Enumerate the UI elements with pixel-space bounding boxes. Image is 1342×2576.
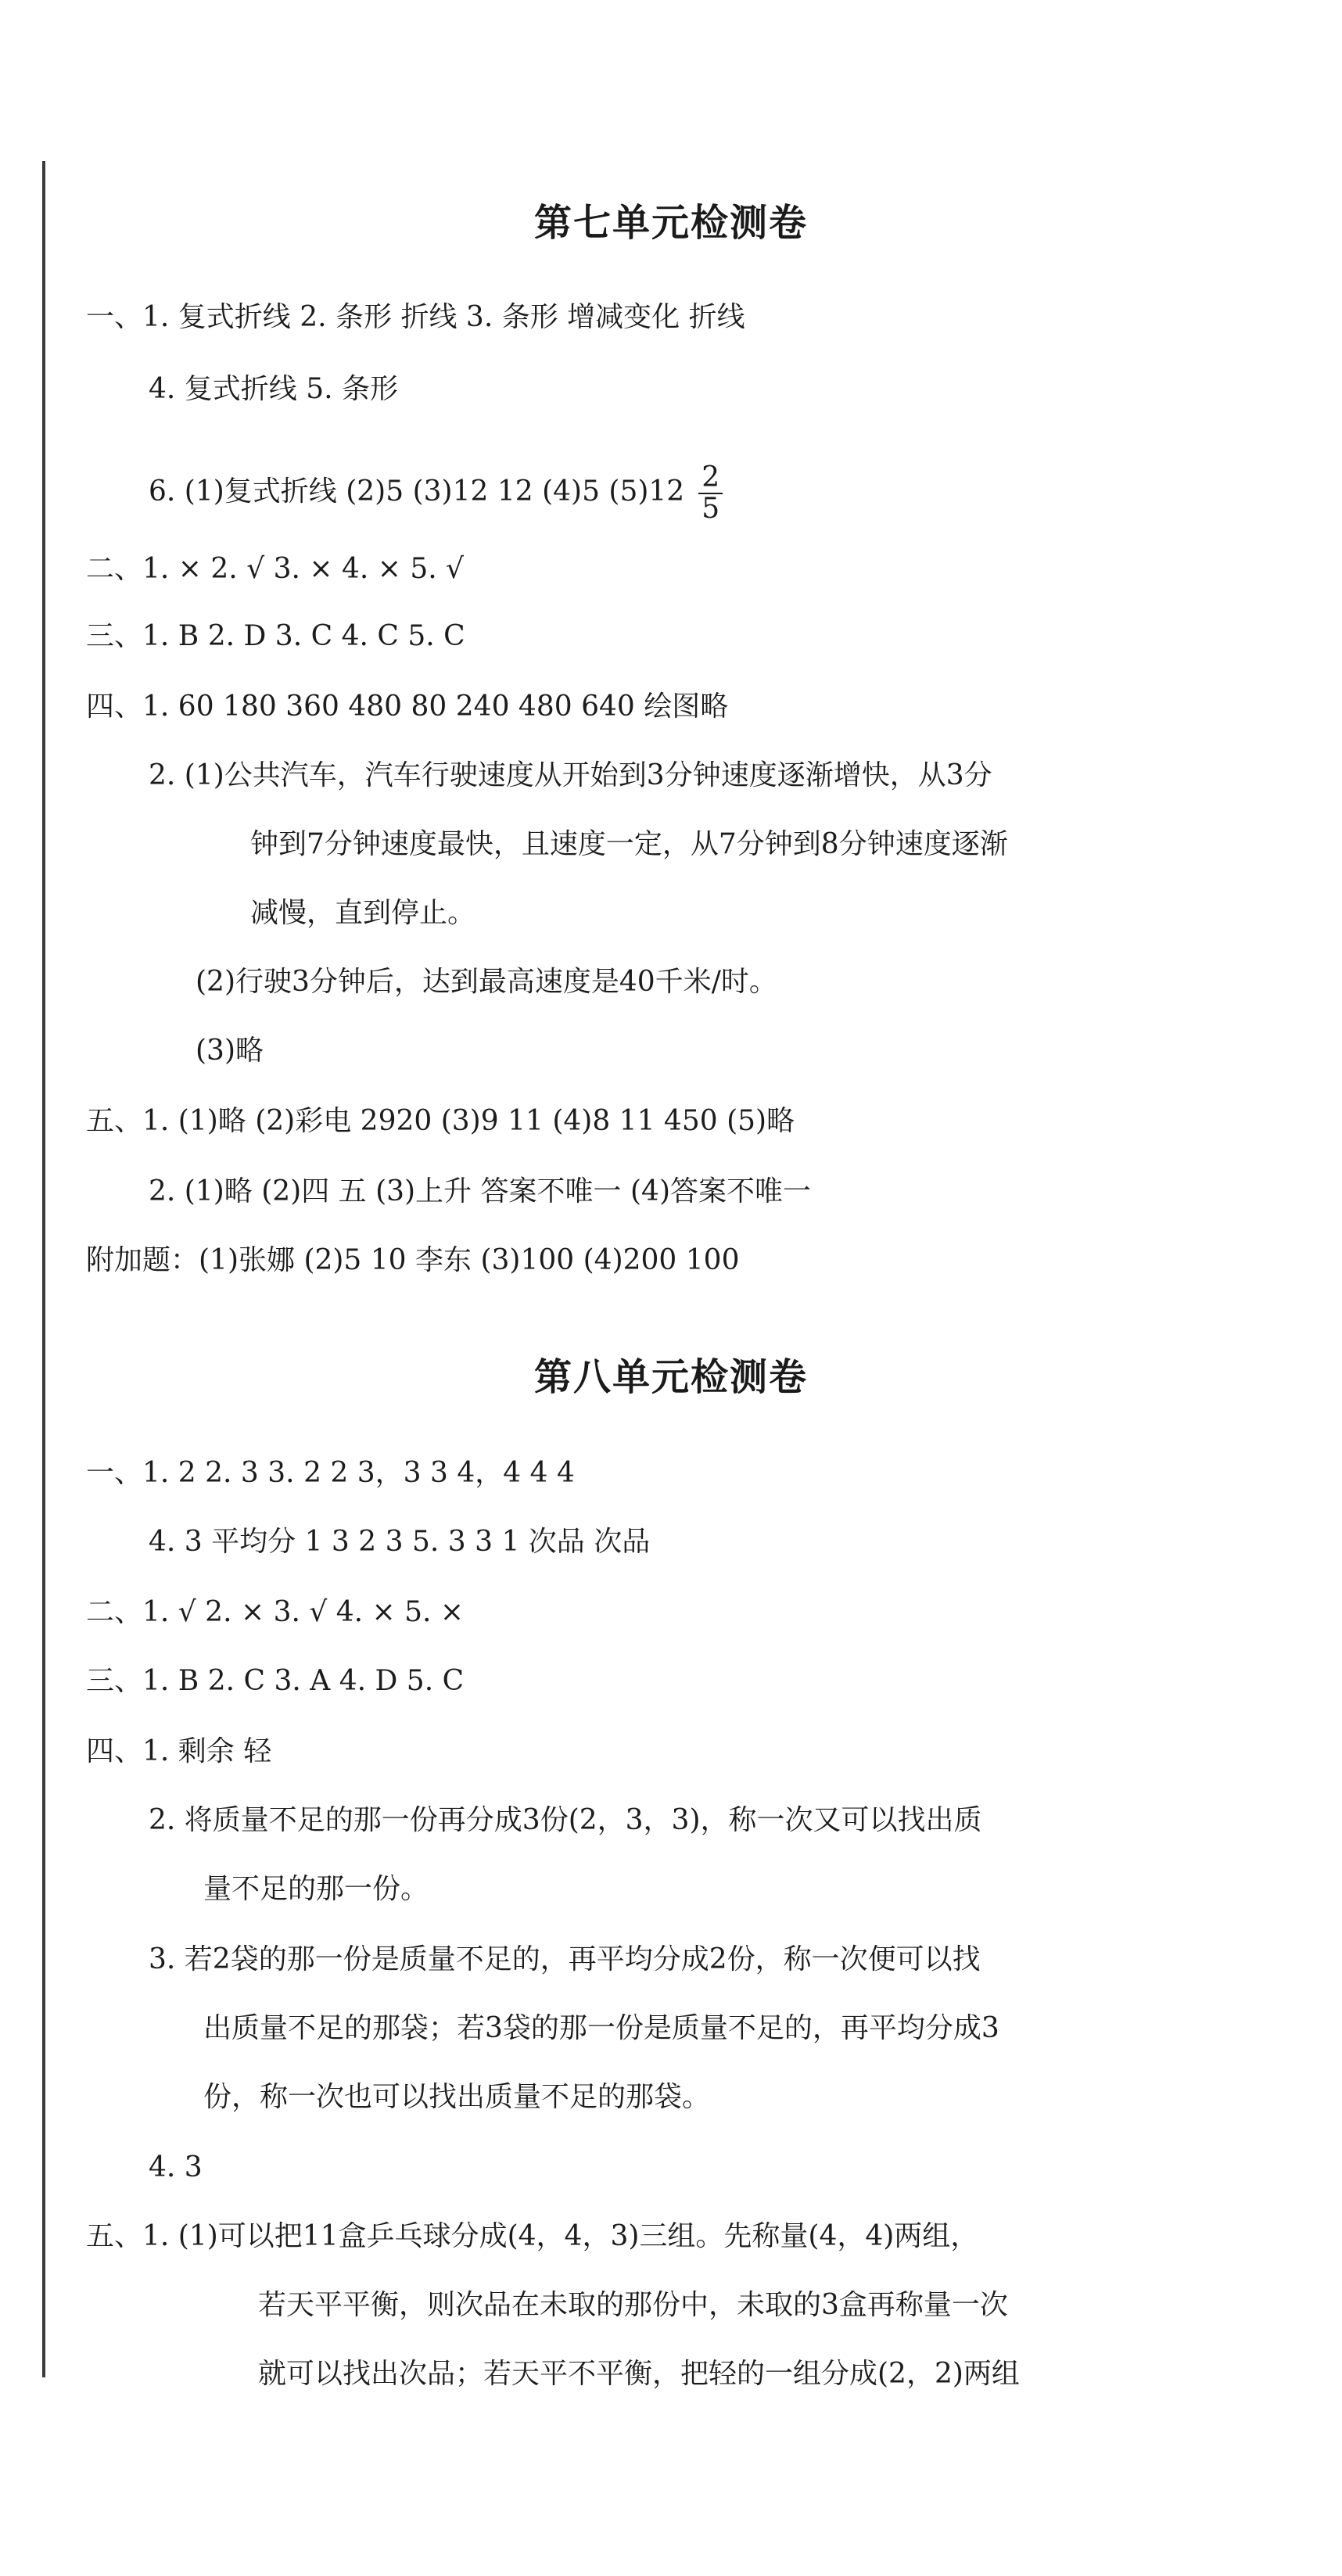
u8-line-12: 五、1. (1)可以把11盒乒乓球分成(4，4，3)三组。先称量(4，4)两组， — [86, 2220, 979, 2252]
u8-line-9: 出质量不足的那袋；若3袋的那一份是质量不足的，再平均分成3 — [203, 2012, 999, 2044]
u8-line-6: 2. 将质量不足的那一份再分成3份(2，3，3)，称一次又可以找出质 — [149, 1804, 982, 1836]
u7-line-14: 附加题：(1)张娜 (2)5 10 李东 (3)100 (4)200 100 — [86, 1244, 740, 1276]
u7-line-11: (3)略 — [196, 1035, 264, 1067]
u7-line-10: (2)行驶3分钟后，达到最高速度是40千米/时。 — [196, 966, 777, 998]
u8-line-11: 4. 3 — [149, 2151, 203, 2183]
u7-line-4: 二、1. × 2. √ 3. × 4. × 5. √ — [86, 553, 465, 585]
u8-line-3: 二、1. √ 2. × 3. √ 4. × 5. × — [86, 1596, 465, 1628]
u8-line-7: 量不足的那一份。 — [203, 1873, 429, 1905]
u8-line-13: 若天平平衡，则次品在未取的那份中，未取的3盒再称量一次 — [258, 2289, 1008, 2321]
u7-line-8: 钟到7分钟速度最快，且速度一定，从7分钟到8分钟速度逐渐 — [250, 828, 1008, 860]
u7-line-7: 2. (1)公共汽车，汽车行驶速度从开始到3分钟速度逐渐增快，从3分 — [149, 759, 992, 791]
fraction — [698, 463, 723, 524]
u7-line-1: 一、1. 复式折线 2. 条形 折线 3. 条形 增减变化 折线 — [86, 301, 745, 333]
u7-line-9: 减慢，直到停止。 — [250, 897, 476, 929]
u8-line-4: 三、1. B 2. C 3. A 4. D 5. C — [86, 1665, 465, 1697]
u7-line-5: 三、1. B 2. D 3. C 4. C 5. C — [86, 620, 465, 652]
fraction-numerator: 2 — [698, 463, 723, 494]
u7-line-2: 4. 复式折线 5. 条形 — [149, 373, 399, 405]
u7-line-3-text: 6. (1)复式折线 (2)5 (3)12 12 (4)5 (5)12 — [149, 475, 685, 508]
u7-line-6: 四、1. 60 180 360 480 80 240 480 640 绘图略 — [86, 691, 729, 723]
u8-line-8: 3. 若2袋的那一份是质量不足的，再平均分成2份，称一次便可以找 — [149, 1943, 981, 1975]
u8-line-10: 份，称一次也可以找出质量不足的那袋。 — [203, 2081, 711, 2113]
unit8-title: 第八单元检测卷 — [533, 1355, 808, 1399]
fraction-denominator: 5 — [702, 493, 720, 525]
margin-rule — [42, 161, 45, 2377]
u8-line-2: 4. 3 平均分 1 3 2 3 5. 3 3 1 次品 次品 — [149, 1526, 651, 1558]
u7-line-3 — [149, 463, 723, 524]
u7-line-13: 2. (1)略 (2)四 五 (3)上升 答案不唯一 (4)答案不唯一 — [149, 1175, 811, 1207]
u8-line-14: 就可以找出次品；若天平不平衡，把轻的一组分成(2，2)两组 — [258, 2358, 1020, 2390]
u7-line-12: 五、1. (1)略 (2)彩电 2920 (3)9 11 (4)8 11 450 (5)略 — [86, 1105, 795, 1137]
u8-line-5: 四、1. 剩余 轻 — [86, 1735, 272, 1767]
unit7-title: 第七单元检测卷 — [533, 201, 808, 245]
u8-line-1: 一、1. 2 2. 3 3. 2 2 3，3 3 4，4 4 4 — [86, 1457, 575, 1489]
